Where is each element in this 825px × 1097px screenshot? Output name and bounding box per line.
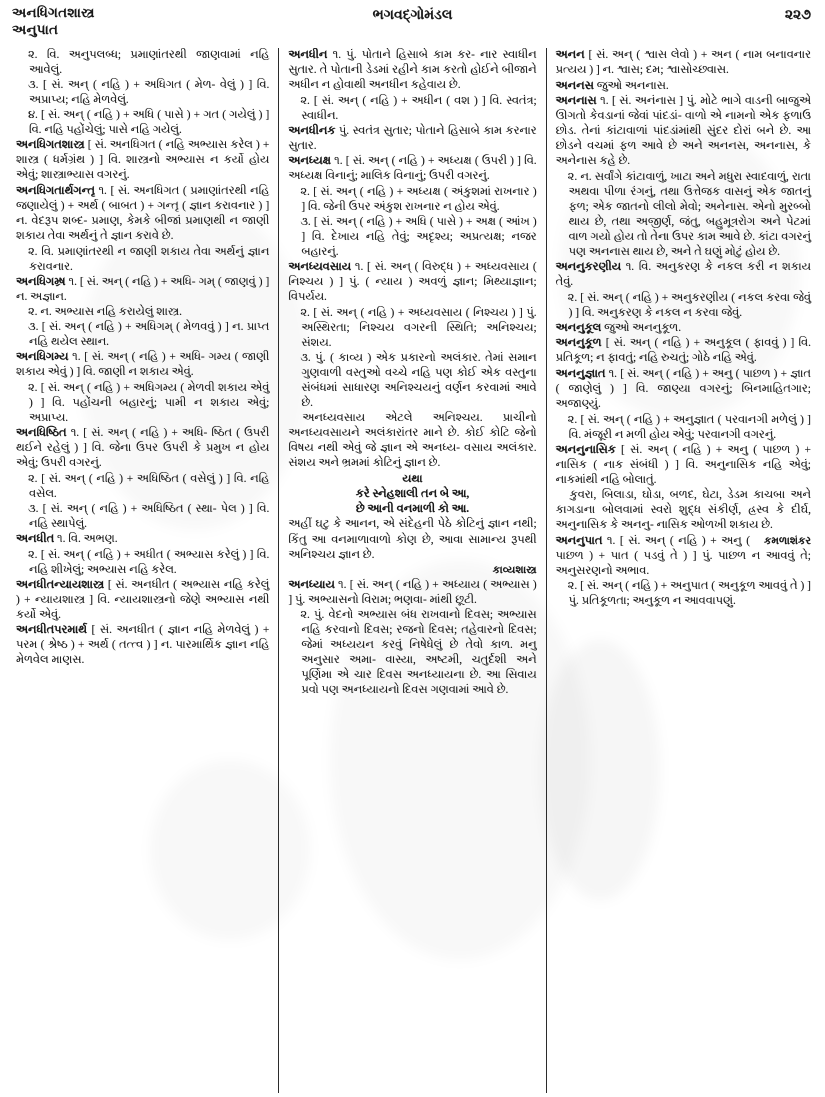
explanatory-paragraph: કુવરા, બિલાડા, ઘોડા, બળદ, ઘેટા, ડેડમ કાચબા અને કાગડાના બોલવામાં સ્વરો શુદ્ધ સંકીર્ણ, હ્રસ્વ કે દીર્ઘ, અનુનાસિક કે અનનુ- નાસિક ઓળખી શકાય છે. કમળાશંકર	[556, 488, 811, 533]
entry-definition: [ સં. અન્ ( શ્વાસ લેવો ) + અન ( નામ બનાવનાર પ્રત્યય ) ] ન. શ્વાસ; દમ; શ્વાસોચ્છ્વાસ.	[555, 49, 811, 77]
entry-sense: ૪. [ સં. અન્ ( નહિ ) + અધિ ( પાસે ) + ગત ( ગયેલું ) ] વિ. નહિ પહોંચેલું; પાસે નહિ ગયેલું.	[28, 109, 270, 137]
entry-sense: ૨. [ સં. અન્ ( નહિ ) + અધિગમ્ય ( મેળવી શકાય એવું ) ] વિ. પહોંચની બહારનું; પામી ન શકાય એવું; અપ્રાપ્ય.	[28, 382, 270, 425]
dictionary-entry	[288, 260, 536, 305]
text-column-2	[278, 48, 546, 1093]
entry-definition: ૧. [ સં. અનધિગત ( પ્રમાણાંતરથી નહિ જણાયેલું ) + અર્થ ( બાબત ) + ગન્તૃ ( જ્ઞાન કરાવનાર ) ] ન. વેદરૂપ શબ્દ- પ્રમાણ, કેમકે બીજાં પ્રમાણથી ન જાણી શકાય તેવા અર્થનું તે જ્ઞાન કરાવે છે.	[16, 184, 270, 243]
dictionary-entry	[556, 443, 811, 488]
column-container	[10, 48, 815, 1093]
entry-definition: ૧. [ સં. અન્ ( નહિ ) + અધિ- ગમ્ ( જાણવું ) ] ન. અજ્ઞાન.	[16, 275, 270, 303]
entry-headword: અનનુનાસિક	[555, 443, 616, 456]
entry-headword: અનનુપાત	[555, 534, 603, 547]
entry-sense: ૨. [ સં. અન્ ( નહિ ) + અનુજ્ઞાત ( પરવાનગી મળેલું ) ] વિ. મંજૂરી ન મળી હોય એવું; પરવાનગી વગરનું.	[567, 413, 811, 441]
entry-definition: [ સં. અન્ ( નહિ ) + અનુકૂલ ( ફાવવું ) ] વિ. પ્રતિકૂળ; ન ફાવતું; નહિ રુચતું; ગોઠે નહિ એવું.	[555, 337, 811, 365]
entry-definition: જુઓ અનનુકૂળ.	[601, 321, 682, 334]
verse-label: યથા	[402, 473, 423, 486]
entry-sense: ૩. [ સં. અન્ ( નહિ ) + અધિગમ્ ( મેળવવું ) ] ન. પ્રાપ્ત નહિ થયેલ સ્થાન.	[28, 321, 270, 349]
entry-definition: ૧. [ સં. અન્ ( નહિ ) + અધ્યક્ષ ( ઉપરી ) ] વિ. અધ્યક્ષ વિનાનું; માલિક વિનાનું; ઉપરી વગરનું.	[288, 155, 537, 183]
entry-sense: ૨. ન. સર્વાંગે કાંટાવાળું, ખાટા અને મધુરા સ્વાદવાળું, રાતા અથવા પીળા રંગનું, તથા ઉત્તેજક વાસનું એક જાતનું ફળ; એક જાતનો લીલો મેવો; અનેનાસ. એનો મુરબ્બો થાય છે, તથા અજીર્ણ, જંતુ, બહુમૂત્રરોગ અને પેટમાં વાળ ગયો હોય તો તેના ઉપર કામ આવે છે. કાંટા વગરનું પણ અનનાસ થાય છે, અને તે ઘણું મોટું હોય છે.	[567, 170, 811, 259]
entry-definition: [ સં. અનધીત ( અભ્યાસ નહિ કરેલું ) + ન્યાયશાસ્ત્ર ] વિ. ન્યાયશાસ્ત્રનો જેણે અભ્યાસ નથી કર્યો એવું.	[16, 578, 270, 621]
entry-definition: [ સં. અન્ ( નહિ ) + અનુ ( પાછળ ) + નાસિક ( નાક સંબંધી ) ] વિ. અનુનાસિક નહિ એવું; નાકમાંથી નહિ બોલાતું.	[555, 443, 811, 486]
entry-headword: અનધીત	[16, 533, 55, 545]
entry-definition: ૧. વિ. અનુકરણ કે નકલ કરી ન શકાય તેવું.	[555, 261, 811, 289]
entry-definition: ૧. [ સં. અન્ ( નહિ ) + અધ્યાય ( અભ્યાસ ) ] પું. અભ્યાસનો વિરામ; ભણવા- માંથી છૂટી.	[288, 578, 537, 606]
dictionary-entry	[556, 48, 811, 78]
verse-commentary: અહીં ઘટુ કે આનન, એ સંદેહની પેઠે કોટિનું જ્ઞાન નથી; કિંતુ આ વનમાળાવાળો કોણ છે, આવા સામાન્ય રૂપથી અનિશ્ચય જ્ઞાન છે.	[288, 518, 537, 561]
dictionary-entry	[556, 336, 811, 366]
dictionary-entry	[16, 184, 269, 244]
source-citation: કમળાશંકર	[764, 535, 811, 547]
entry-headword: અનનાસ	[555, 95, 597, 108]
entry-sense: ૨. ન. અભ્યાસ નહિ કરાયેલું શાસ્ત્ર.	[28, 306, 182, 319]
entry-headword: અનનુકૂળ	[555, 337, 602, 350]
entry-sense: ૨. [ સં. અન્ ( નહિ ) + અધીત ( અભ્યાસ કરેલું ) ] વિ. નહિ શીખેલું; અભ્યાસ નહિ કરેલ.	[28, 548, 270, 576]
entry-sense: ૩. પું. ( કાવ્ય ) એક પ્રકારનો અલંકાર. તેમાં સમાન ગુણવાળી વસ્તુઓ વચ્ચે નહિ પણ કોઈ એક વસ્તુના સંબંધમાં સાધારણ અનિશ્ચયનું વર્ણન કરવામાં આવે છે.	[300, 351, 537, 410]
entry-sense: ૨. [ સં. અન્ ( નહિ ) + અધીન ( વશ ) ] વિ. સ્વતંત્ર; સ્વાધીન.	[300, 94, 537, 122]
entry-headword: અનધિગમ્ય	[16, 351, 69, 364]
entry-sense: ૨. [ સં. અન્ ( નહિ ) + અધિષ્ઠિત ( વસેલું ) ] વિ. નહિ વસેલ.	[28, 472, 270, 500]
running-head-left-line1: અનધિગતશાસ્ત્ર	[12, 5, 95, 20]
book-title: ભગવદ્ગોમંડલ	[372, 8, 453, 23]
verse-line: કરે સ્નેહશાલી તન બે આ,	[355, 488, 470, 501]
entry-headword: અનનુકૂલ	[555, 321, 602, 334]
entry-definition: [ સં. અનધીત ( જ્ઞાન નહિ મેળવેલું ) + પરમ ( શ્રેષ્ઠ ) + અર્થ ( તત્ત્વ ) ] ન. પારમાર્થિક જ્ઞાન નહિ મેળવેલ માણસ.	[16, 624, 270, 667]
dictionary-entry	[16, 532, 269, 547]
entry-headword: અનધિગતશાસ્ત્ર	[16, 139, 85, 152]
entry-sense: ૨. વિ. અનુપલબ્ધ; પ્રમાણાંતરથી જાણવામાં નહિ આવેલું.	[28, 49, 270, 77]
dictionary-entry	[16, 623, 269, 668]
dictionary-entry	[556, 367, 811, 412]
entry-headword: અનધીનક	[288, 124, 336, 137]
entry-definition: ૧. [ સં. અનંનાસ ] પું. મોટે ભાગે વાડની બાજુએ ઊગતો કેવડાનાં જેવાં પાંદડાં- વાળો એ નામનો એક ફળાઉ છોડ. તેનાં કાંટાવાળાં પાંદડાંમાંથી સુંદર દોરાં બને છે. આ છોડને વચમાં ફળ આવે છે અને અનનસ, અનનાસ, કે અનેનાસ કહે છે.	[555, 95, 811, 168]
entry-definition: ૧. પું. પોતાને હિસાબે કામ કર- નાર સ્વાધીન સુતાર. તે પોતાની ડેડમાં રહીને કામ કરતો હોઈને બીજાને અધીન ન હોવાથી અનધીન કહેવાય છે.	[288, 49, 537, 92]
entry-headword: અનધિષ્ઠિત	[16, 427, 67, 440]
page-number: ૨૨૭	[784, 8, 811, 23]
entry-definition: ૧. [ સં. અન્ ( નહિ ) + અધિ- ષ્ઠિત ( ઉપરી થઈને રહેલું ) ] વિ. જેના ઉપર ઉપરી કે પ્રમુખ ન હોય એવું; ઉપરી વગરનું.	[16, 427, 270, 470]
entry-sense: ૨. વિ. પ્રમાણાંતરથી ન જાણી શકાય તેવા અર્થનું જ્ઞાન કરાવનાર.	[28, 245, 270, 273]
entry-sense: ૨. [ સં. અન્ ( નહિ ) + અધ્યક્ષ ( અંકુશમાં રાખનાર ) ] વિ. જેની ઉપર અંકુશ રાખનાર ન હોય એવું.	[300, 185, 537, 213]
explanatory-paragraph: અનધ્યવસાય એટલે અનિશ્ચય. પ્રાચીનો અનધ્યવસાયને અલંકારાંતર માને છે. કોઈ કોટિ જેનો વિષય નથી એવું જે જ્ઞાન એ અનધ્ય- વસાય અલંકાર. સંશય અને ભ્રમમાં કોટિનું જ્ઞાન છે.	[288, 412, 537, 470]
entry-definition: [ સં. અનધિગત ( નહિ અભ્યાસ કરેલ ) + શાસ્ત્ર ( ધર્મગ્રંથ ) ] વિ. શાસ્ત્રનો અભ્યાસ ન કર્યો હોય એવું; શાસ્ત્રાભ્યાસ વગરનું.	[16, 139, 270, 182]
entry-sense: ૩. [ સં. અન્ ( નહિ ) + અધિષ્ઠિત ( સ્થા- પેલ ) ] વિ. નહિ સ્થાપેલું.	[28, 502, 270, 530]
dictionary-entry	[16, 426, 269, 471]
entry-definition: ૧. [ સં. અન્ ( વિરુદ્ધ ) + અધ્યવસાય ( નિશ્ચય ) ] પું. ( ન્યાય ) અવળું જ્ઞાન; મિથ્યાજ્ઞાન; વિપર્યય.	[288, 261, 537, 304]
text-column-3	[547, 48, 815, 1093]
entry-definition: ૧. વિ. અભણ.	[54, 533, 118, 545]
dictionary-entry	[288, 154, 536, 184]
dictionary-entry	[556, 260, 811, 290]
entry-headword: અનધ્યવસાય	[288, 261, 352, 274]
entry-headword: અનધ્યક્ષ	[288, 155, 331, 168]
running-head-left-line2: અનુપાત	[12, 22, 59, 37]
entry-headword: અનધીતપરમાર્થ	[16, 624, 87, 637]
entry-headword: અનધિગમ્ર્ષ	[16, 275, 66, 288]
entry-sense: ૨. [ સં. અન્ ( નહિ ) + અનુકરણીય ( નકલ કરવા જેવું ) ] વિ. અનુકરણ કે નકલ ન કરવા જેવું.	[567, 291, 811, 319]
entry-definition: ૧. [ સં. અન્ ( નહિ ) + અનુ ( પાછળ ) + જ્ઞાત ( જાણેલું ) ] વિ. જાણ્યા વગરનું; બિનમાહિતગાર; અજાણ્યું.	[555, 367, 811, 411]
dictionary-entry	[16, 350, 269, 380]
dictionary-entry	[16, 578, 269, 623]
entry-headword: અનધિગતાર્થગન્તૃ	[16, 184, 95, 197]
source-citation: કાવ્યશાસ્ત્ર	[492, 564, 537, 576]
entry-headword: અનનસ	[555, 79, 594, 92]
dictionary-entry	[288, 578, 536, 608]
dictionary-entry	[556, 321, 811, 336]
dictionary-entry	[288, 48, 536, 93]
entry-sense: ૨. પું. વેદનો અભ્યાસ બંધ રાખવાનો દિવસ; અભ્યાસ નહિ કરવાનો દિવસ; રજનો દિવસ; તહેવારનો દિવસ; જેમાં અધ્યયન કરવું નિષેધેલું છે તેવો કાળ. મનુ અનુસાર અમા- વાસ્યા, અષ્ટમી, ચતુર્દશી અને પૂર્ણિમા એ ચાર દિવસ અનધ્યાયના છે. આ સિવાય પ્રવો પણ અનધ્યાયનો દિવસ ગણવામાં આવે છે.	[300, 609, 537, 697]
entry-headword: અનનુકરણીય	[555, 261, 622, 274]
page-header	[0, 0, 825, 46]
verse-line: છે આની વનમાળી કો આ.	[355, 503, 470, 516]
dictionary-entry	[556, 79, 811, 94]
dictionary-entry	[556, 94, 811, 169]
entry-headword: અનધીતન્યાયશાસ્ત્ર	[16, 578, 105, 591]
entry-headword: અનન	[555, 49, 585, 61]
dictionary-entry	[16, 275, 269, 305]
entry-sense: ૩. [ સં. અન્ ( નહિ ) + અધિગત ( મેળ- વેલું ) ] વિ. અપ્રાપ્ય; નહિ મેળવેલું.	[28, 79, 270, 107]
entry-sense: ૨. [ સં. અન્ ( નહિ ) + અધ્યવસાય ( નિશ્ચય ) ] પું. અસ્થિરતા; નિશ્ચય વગરની સ્થિતિ; અનિશ્ચય; સંશય.	[300, 306, 537, 349]
entry-headword: અનનુજ્ઞાત	[555, 367, 606, 380]
entry-headword: અનધ્યાય	[288, 578, 335, 591]
entry-definition: ૧. [ સં. અન્ ( નહિ ) + અનુ ( પાછળ ) + પાત ( પડવું તે ) ] પું. પાછળ ન આવવું તે; અનુસરણનો અભાવ.	[555, 534, 811, 577]
entry-sense: ૨. [ સં. અન્ ( નહિ ) + અનુપાત ( અનુકૂળ આવવું તે ) ] પું. પ્રતિકૂળતા; અનુકૂળ ન આવવાપણું.	[567, 580, 811, 608]
dictionary-entry	[288, 124, 536, 154]
entry-headword: અનધીન	[288, 49, 328, 61]
entry-definition: જુઓ અનનાસ.	[593, 79, 669, 92]
text-column-1	[10, 48, 278, 1093]
dictionary-entry	[16, 138, 269, 183]
entry-sense: ૩. [ સં. અન્ ( નહિ ) + અધિ ( પાસે ) + અક્ષ ( આંખ ) ] વિ. દેખાય નહિ તેવું; અદૃશ્ય; અપ્રત્યક્ષ; નજર બહારનું.	[300, 216, 537, 259]
entry-definition: ૧. [ સં. અન્ ( નહિ ) + અધિ- ગમ્ય ( જાણી શકાય એવું ) ] વિ. જાણી ન શકાય એવું.	[16, 351, 270, 379]
entry-definition: પું. સ્વતંત્ર સુતાર; પોતાને હિસાબે કામ કરનાર સુતાર.	[288, 124, 537, 152]
